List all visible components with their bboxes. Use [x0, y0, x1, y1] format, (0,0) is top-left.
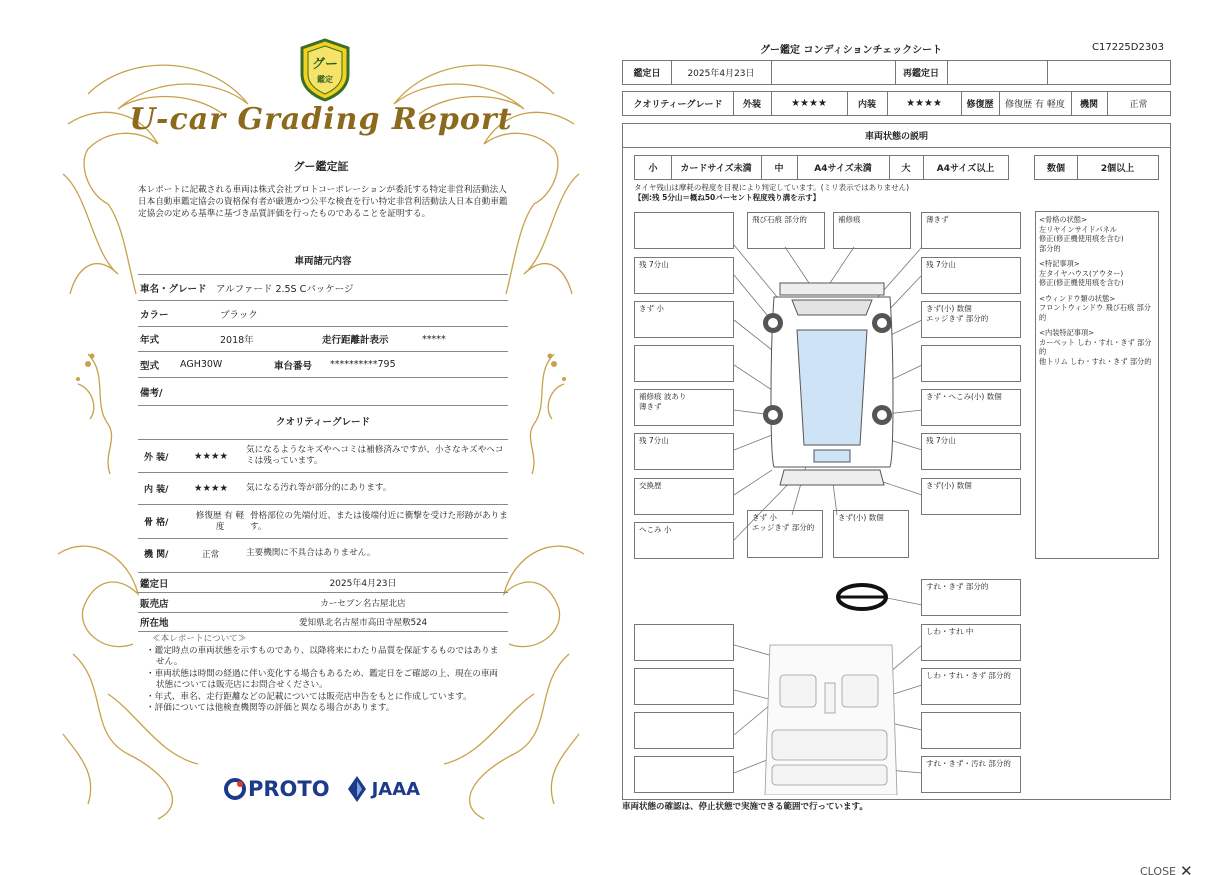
- grade-label: 内 装/: [144, 485, 169, 495]
- damage-box-top-2: 飛び石痕 部分的: [747, 212, 825, 249]
- count-label: 数個: [1046, 164, 1065, 174]
- quality-row: [622, 91, 1171, 116]
- interior-box-right-1: すれ・きず 部分的: [921, 579, 1021, 616]
- report-notes: [146, 634, 502, 715]
- size-large-label: 大: [901, 164, 911, 174]
- count-desc: 2個以上: [1100, 164, 1135, 174]
- steering-wheel-icon: [838, 585, 886, 609]
- legend-line: 【例:残 5分山＝概ね50パーセント程度残り溝を示す】: [634, 192, 821, 202]
- damage-box-left-1: 残 7分山: [634, 257, 734, 294]
- damage-box-right-3: [921, 345, 1021, 382]
- engine-value: 正常: [1129, 100, 1148, 110]
- damage-box-right-4: きず・へこみ(小) 数個: [921, 389, 1021, 426]
- interior-box-left-3: [634, 712, 734, 749]
- size-small-desc: カードサイズ未満: [680, 164, 752, 174]
- dealer-label: 販売店: [140, 598, 169, 610]
- svg-text:鑑定: 鑑定: [317, 75, 333, 84]
- appraisal-date-label: 鑑定日: [140, 578, 169, 590]
- frame-notes-title: <骨格の状態>: [1039, 215, 1087, 224]
- date-row: [622, 60, 1171, 85]
- proto-logo-text: PROTO: [248, 777, 330, 801]
- appraisal-date-value: 2025年4月23日: [329, 579, 397, 589]
- damage-box-left-2: きず 小: [634, 301, 734, 338]
- address-value: 愛知県北名古屋市高田寺屋敷524: [298, 618, 428, 628]
- jaaa-logo: [348, 776, 421, 802]
- dealer-row: [138, 592, 508, 612]
- grade-text: 主要機関に不具合はありません。: [246, 548, 376, 558]
- damage-box-left-7: へこみ 小: [634, 522, 734, 559]
- report-script-title: U-car Grading Report: [129, 102, 513, 137]
- spec-row-model: [138, 351, 508, 377]
- notes-title: ≪本レポートについて≫: [152, 634, 247, 644]
- logos: [224, 776, 420, 802]
- date-label: 鑑定日: [633, 69, 661, 79]
- special-notes: [1039, 259, 1155, 288]
- frame-notes: [1039, 215, 1155, 253]
- grade-row-exterior: [138, 439, 508, 472]
- grade-label: 骨 格/: [144, 518, 169, 528]
- spec-label: 車台番号: [274, 360, 313, 372]
- proto-mark-icon: [224, 778, 246, 800]
- damage-box-bottom-1: きず 小 エッジきず 部分的: [747, 510, 823, 558]
- damage-box-right-6: きず(小) 数個: [921, 478, 1021, 515]
- spec-value: *****: [422, 333, 446, 345]
- grade-row-interior: [138, 472, 508, 504]
- spec-label: 備考/: [140, 387, 163, 399]
- grade-row-engine: [138, 538, 508, 568]
- frame-notes-text: 左リヤインサイドパネル 修正(修正機使用痕を含む) 部分的: [1039, 224, 1124, 253]
- interior-box-left-1: [634, 624, 734, 661]
- interior-box-right-4: [921, 712, 1021, 749]
- spec-value: アルファード 2.5S Cパッケージ: [216, 283, 354, 295]
- interior-notes-title: <内装特記事項>: [1039, 328, 1095, 337]
- damage-box-top-4: 薄きず: [921, 212, 1021, 249]
- certificate-heading: グー鑑定証: [293, 160, 349, 173]
- spec-label: 走行距離計表示: [322, 335, 389, 346]
- spec-label: 年式: [140, 335, 160, 346]
- damage-box-left-5: 残 7分山: [634, 433, 734, 470]
- damage-box-top-3: 補修痕: [833, 212, 911, 249]
- damage-box-right-2: きず(小) 数個 エッジきず 部分的: [921, 301, 1021, 338]
- count-legend: [1034, 155, 1159, 180]
- spec-value: **********795: [330, 359, 396, 370]
- interior-box-right-2: しわ・すれ 中: [921, 624, 1021, 661]
- grading-certificate: [48, 34, 594, 824]
- spec-row-color: [138, 300, 508, 326]
- spec-value: AGH30W: [180, 359, 223, 370]
- exterior-value: ★★★★: [791, 98, 827, 109]
- special-notes-text: 左タイヤハウス(アウター) 修正(修正機使用痕を含む): [1039, 268, 1124, 287]
- sheet-id: C17225D2303: [1092, 42, 1164, 53]
- spec-label: 型式: [140, 360, 160, 372]
- interior-notes: [1039, 328, 1155, 366]
- spec-row-remarks: [138, 377, 508, 405]
- size-large-desc: A4サイズ以上: [936, 164, 995, 174]
- window-notes-text: フロントウィンドウ 飛び石痕 部分的: [1039, 303, 1151, 322]
- note-item: ・評価については他検査機関等の評価と異なる場合があります。: [146, 703, 395, 713]
- svg-text:グー: グー: [311, 57, 339, 72]
- size-small-label: 小: [648, 164, 658, 174]
- certificate-intro-text: 本レポートに記載される車両は株式会社プロトコーポレーションが委託する特定非営利活動法人日本自動車鑑定協会の資格保有者が厳選かつ公平な検査を行い特定非営利活動法人日本自動車鑑定協会の定める基準に基づき品質評価を行ったものであることを証明する。: [138, 185, 508, 220]
- date-value: 2025年4月23日: [687, 69, 755, 79]
- grade-text: 気になるようなキズやヘコミは補修済みですが、小さなキズやヘコミは残っています。: [246, 445, 504, 466]
- sheet-footer-note: 車両状態の確認は、停止状態で実施できる範囲で行っています。: [622, 802, 868, 812]
- special-notes-title: <特記事項>: [1039, 259, 1080, 268]
- quality-section-title: クオリティーグレード: [275, 416, 371, 428]
- address-row: [138, 612, 508, 632]
- tire-legend-text: [634, 183, 909, 202]
- spec-row-year: [138, 326, 508, 351]
- proto-logo: [224, 777, 330, 801]
- condition-notes-panel: [1035, 211, 1159, 559]
- grade-value: 修復歴 有 軽度: [195, 510, 245, 532]
- damage-box-right-5: 残 7分山: [921, 433, 1021, 470]
- grade-label: 機 関/: [144, 550, 169, 560]
- spec-label: カラー: [140, 309, 169, 321]
- size-legend: [634, 155, 1009, 180]
- window-notes: [1039, 294, 1155, 323]
- interior-notes-text: カーペット しわ・すれ・きず 部分的 他トリム しわ・すれ・きず 部分的: [1039, 337, 1152, 366]
- grade-value: ★★★★: [194, 450, 229, 462]
- note-item: ・年式、車名、走行距離などの記載については販売店申告をもとに作成しています。: [146, 691, 472, 702]
- dealer-value: カーセブン名古屋北店: [320, 598, 406, 609]
- sheet-title: グー鑑定 コンディションチェックシート: [760, 45, 943, 56]
- quality-label: クオリティーグレード: [633, 100, 723, 110]
- spec-row-name: [138, 274, 508, 300]
- damage-box-bottom-2: きず(小) 数個: [833, 510, 909, 558]
- damage-box-left-4: 補修痕 波あり 薄きず: [634, 389, 734, 426]
- specs-section-title: 車両諸元内容: [294, 256, 352, 267]
- grade-value: ★★★★: [194, 483, 229, 494]
- interior-box-right-3: しわ・すれ・きず 部分的: [921, 668, 1021, 705]
- damage-box-top-1: [634, 212, 734, 249]
- interior-value: ★★★★: [906, 98, 942, 109]
- grade-text: 骨格部位の先端付近、または後端付近に衝撃を受けた形跡があります。: [250, 510, 508, 532]
- interior-box-right-5: すれ・きず・汚れ 部分的: [921, 756, 1021, 793]
- spec-value: 2018年: [220, 335, 254, 346]
- grade-value: 正常: [202, 549, 220, 560]
- interior-label: 内装: [857, 100, 876, 110]
- reappraisal-label: 再鑑定日: [902, 69, 939, 79]
- size-mid-label: 中: [774, 164, 784, 174]
- exterior-label: 外装: [742, 100, 761, 110]
- engine-label: 機関: [1079, 100, 1098, 110]
- goo-appraisal-badge-icon: [298, 38, 352, 102]
- damage-box-left-3: [634, 345, 734, 382]
- damage-box-right-1: 残 7分山: [921, 257, 1021, 294]
- size-mid-desc: A4サイズ未満: [814, 164, 872, 174]
- note-item: ・鑑定時点の車両状態を示すものであり、以降将来にわたり品質を保証するものではありません。: [146, 645, 499, 667]
- repair-label: 修復歴: [966, 100, 994, 110]
- grade-row-frame: [138, 504, 508, 538]
- note-item: ・車両状態は時間の経過に伴い変化する場合もあるため、鑑定日をご確認の上、現在の車両状態については販売店にお問合せください。: [146, 668, 499, 690]
- jaaa-logo-text: JAAA: [371, 778, 421, 800]
- spec-label: 車名・グレード: [140, 283, 207, 295]
- quality-section-title-row: [138, 405, 508, 435]
- repair-value: 修復歴 有 軽度: [1005, 100, 1065, 110]
- appraisal-date-row: [138, 572, 508, 592]
- grade-text: 気になる汚れ等が部分的にあります。: [246, 483, 392, 493]
- state-title: 車両状態の説明: [623, 124, 1170, 148]
- jaaa-mark-icon: [348, 776, 366, 802]
- grade-label: 外 装/: [144, 452, 169, 463]
- interior-box-left-4: [634, 756, 734, 793]
- interior-box-left-2: [634, 668, 734, 705]
- damage-box-left-6: 交換歴: [634, 478, 734, 515]
- close-icon: ✕: [1180, 862, 1193, 875]
- window-notes-title: <ウィンドウ類の状態>: [1039, 293, 1116, 303]
- address-label: 所在地: [140, 618, 169, 629]
- close-label: CLOSE: [1140, 864, 1177, 875]
- legend-line: タイヤ残山は摩耗の程度を目視により判定しています。(ミリ表示ではありません): [634, 183, 910, 192]
- close-button[interactable]: [1140, 862, 1193, 875]
- spec-value: ブラック: [220, 309, 258, 321]
